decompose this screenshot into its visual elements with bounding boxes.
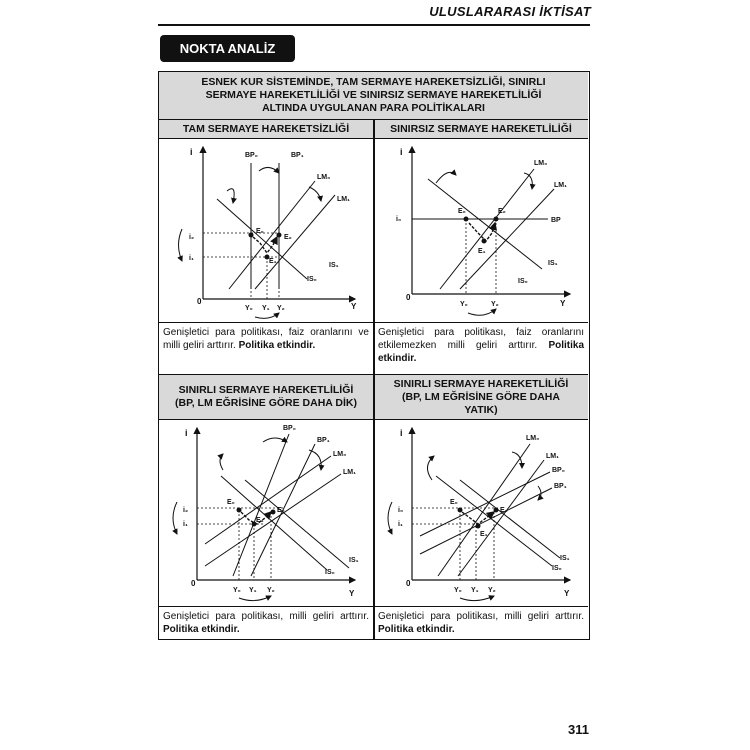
svg-text:Y₂: Y₂ bbox=[277, 305, 285, 312]
running-header: ULUSLARARASI İKTİSAT bbox=[429, 4, 591, 19]
svg-text:LM₁: LM₁ bbox=[554, 182, 568, 189]
panel-heading-2: SINIRSIZ SERMAYE HAREKETLİLİĞİ bbox=[374, 120, 588, 139]
svg-text:0: 0 bbox=[406, 293, 411, 302]
svg-text:E₂: E₂ bbox=[498, 208, 506, 215]
svg-text:LM₁: LM₁ bbox=[343, 469, 357, 476]
panel-heading-1: TAM SERMAYE HAREKETSİZLİĞİ bbox=[159, 120, 373, 139]
svg-text:i₁: i₁ bbox=[189, 255, 194, 262]
svg-text:LM₀: LM₀ bbox=[333, 451, 347, 458]
svg-text:Y: Y bbox=[564, 589, 570, 598]
svg-text:0: 0 bbox=[197, 297, 202, 306]
svg-text:LM₁: LM₁ bbox=[546, 453, 560, 460]
svg-text:i₀: i₀ bbox=[398, 507, 404, 514]
svg-text:E₀: E₀ bbox=[458, 208, 466, 215]
chart-limited-mobility-flat-bp bbox=[374, 420, 588, 606]
svg-text:IS₀: IS₀ bbox=[307, 276, 317, 283]
svg-text:Y₀: Y₀ bbox=[233, 587, 241, 594]
page-number: 311 bbox=[568, 722, 589, 737]
svg-text:BP₀: BP₀ bbox=[283, 425, 296, 432]
svg-text:Y₂: Y₂ bbox=[267, 587, 275, 594]
svg-text:BP₁: BP₁ bbox=[291, 152, 304, 159]
svg-text:E₀: E₀ bbox=[450, 499, 458, 506]
svg-text:i: i bbox=[400, 147, 403, 157]
svg-text:Y₁: Y₁ bbox=[249, 587, 257, 594]
svg-text:Y₂: Y₂ bbox=[491, 301, 499, 308]
chart-perfect-mobility bbox=[374, 139, 588, 322]
svg-text:E₁: E₁ bbox=[478, 248, 486, 255]
svg-text:Y₀: Y₀ bbox=[245, 305, 253, 312]
panel-desc-1: Genişletici para politikası, faiz oranlarını ve milli geliri arttırır. Politika etkindir. bbox=[163, 327, 369, 351]
panel-heading-4: SINIRLI SERMAYE HAREKETLİLİĞİ (BP, LM EĞRİSİNE GÖRE DAHA YATIK) bbox=[374, 375, 588, 420]
svg-text:Y: Y bbox=[560, 299, 566, 308]
svg-text:IS₁: IS₁ bbox=[548, 260, 558, 267]
svg-text:BP₁: BP₁ bbox=[317, 437, 330, 444]
svg-text:E₀: E₀ bbox=[256, 228, 264, 235]
svg-text:i₁: i₁ bbox=[398, 521, 403, 528]
panel-heading-3: SINIRLI SERMAYE HAREKETLİLİĞİ (BP, LM EĞRİSİNE GÖRE DAHA DİK) bbox=[159, 375, 373, 420]
svg-text:BP₁: BP₁ bbox=[554, 483, 567, 490]
svg-text:i: i bbox=[400, 428, 403, 438]
svg-text:E₂: E₂ bbox=[277, 507, 285, 514]
svg-text:E₁: E₁ bbox=[480, 531, 488, 538]
svg-text:Y: Y bbox=[351, 302, 357, 311]
svg-text:Y₂: Y₂ bbox=[488, 587, 496, 594]
panel-desc-2: Genişletici para politikası, faiz oranlarını etkilemezken milli geliri arttırır. Politika etkindir. bbox=[378, 327, 585, 364]
svg-text:E₂: E₂ bbox=[284, 234, 292, 241]
column-divider bbox=[373, 120, 375, 639]
policy-table bbox=[158, 71, 590, 640]
panel-desc-3: Genişletici para politikası, milli geliri arttırır. Politika etkindir. bbox=[163, 611, 369, 635]
svg-text:Y₁: Y₁ bbox=[262, 305, 270, 312]
svg-text:Y₁: Y₁ bbox=[471, 587, 479, 594]
chart-full-immobility bbox=[159, 139, 373, 322]
svg-text:IS₀: IS₀ bbox=[325, 569, 335, 576]
panel-desc-4: Genişletici para politikası, milli geliri arttırır. Politika etkindir. bbox=[378, 611, 584, 635]
svg-text:BP₀: BP₀ bbox=[245, 152, 258, 159]
svg-text:E₁: E₁ bbox=[269, 258, 277, 265]
svg-text:BP: BP bbox=[551, 217, 561, 224]
svg-text:Y₀: Y₀ bbox=[460, 301, 468, 308]
svg-text:IS₀: IS₀ bbox=[552, 565, 562, 572]
svg-text:i₀: i₀ bbox=[396, 216, 402, 223]
svg-text:i₂: i₂ bbox=[183, 507, 189, 514]
svg-text:LM₁: LM₁ bbox=[337, 196, 351, 203]
svg-text:LM₀: LM₀ bbox=[526, 435, 540, 442]
svg-text:Y: Y bbox=[349, 589, 355, 598]
svg-text:IS₁: IS₁ bbox=[349, 557, 359, 564]
svg-text:BP₀: BP₀ bbox=[552, 467, 565, 474]
svg-text:i: i bbox=[185, 428, 188, 438]
section-badge: NOKTA ANALİZ bbox=[160, 35, 295, 62]
svg-text:IS₁: IS₁ bbox=[329, 262, 339, 269]
table-title: ESNEK KUR SİSTEMİNDE, TAM SERMAYE HAREKETSİZLİĞİ, SINIRLI SERMAYE HAREKETLİLİĞİ VE SINIRSIZ SERMAYE HAREKETLİLİĞİ ALTINDA UYGULANAN PARA POLİTİKALARI bbox=[159, 72, 588, 120]
chart-limited-mobility-steep-bp bbox=[159, 420, 373, 606]
header-rule bbox=[158, 24, 590, 26]
svg-text:IS₀: IS₀ bbox=[518, 278, 528, 285]
svg-text:0: 0 bbox=[406, 579, 411, 588]
svg-text:LM₀: LM₀ bbox=[534, 160, 548, 167]
svg-text:i₁: i₁ bbox=[183, 521, 188, 528]
svg-text:Y₀: Y₀ bbox=[454, 587, 462, 594]
svg-text:0: 0 bbox=[191, 579, 196, 588]
svg-text:E₁: E₁ bbox=[256, 517, 264, 524]
svg-text:i₂: i₂ bbox=[189, 234, 195, 241]
svg-text:E₂: E₂ bbox=[500, 507, 508, 514]
svg-text:i: i bbox=[190, 147, 193, 157]
svg-text:E₀: E₀ bbox=[227, 499, 235, 506]
svg-text:LM₀: LM₀ bbox=[317, 174, 331, 181]
svg-text:IS₁: IS₁ bbox=[560, 555, 570, 562]
